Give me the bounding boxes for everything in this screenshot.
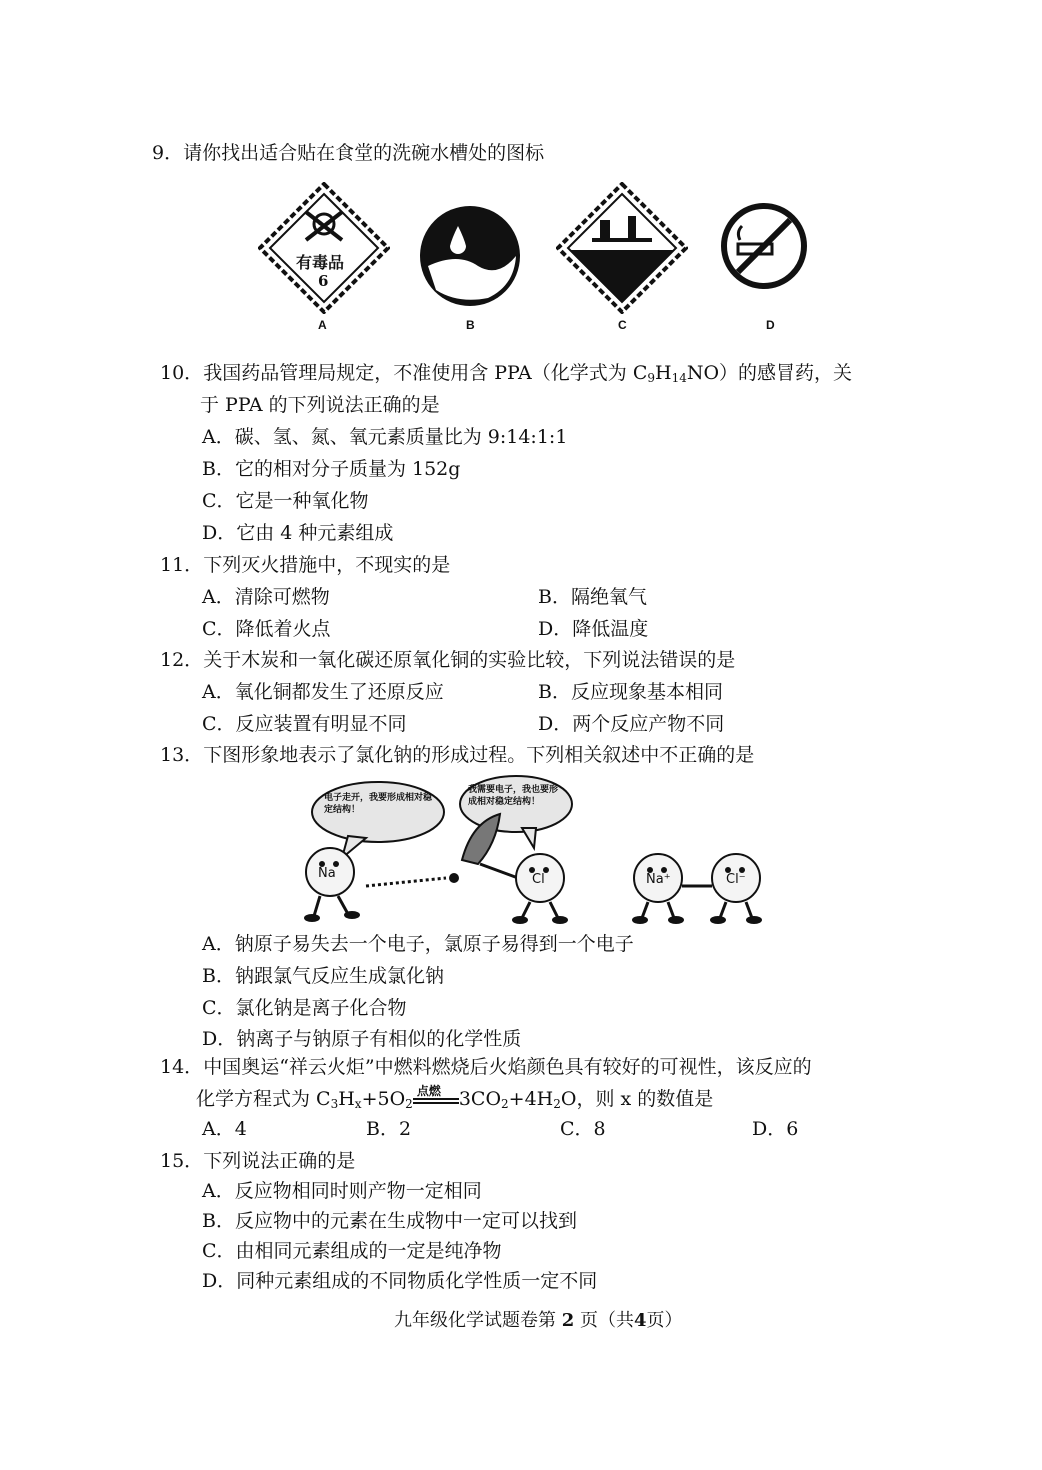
q11-option-b: B．隔绝氧气 <box>538 586 647 608</box>
q15-number: 15． <box>160 1150 204 1172</box>
q15-option-d: D．同种元素组成的不同物质化学性质一定不同 <box>202 1270 598 1292</box>
q13-option-a: A．钠原子易失去一个电子，氯原子易得到一个电子 <box>202 933 634 955</box>
q13-text: 下图形象地表示了氯化钠的形成过程。下列相关叙述中不正确的是 <box>203 744 755 766</box>
q15-option-c: C．由相同元素组成的一定是纯净物 <box>202 1240 502 1262</box>
q15-option-a: A．反应物相同时则产物一定相同 <box>202 1180 482 1202</box>
q14-option-b: B．2 <box>366 1118 412 1140</box>
no-smoking-sign <box>720 202 808 290</box>
q12-option-a: A．氧化铜都发生了还原反应 <box>202 681 444 703</box>
poison-sign <box>258 182 390 314</box>
q14-option-c: C．8 <box>560 1118 606 1140</box>
q15-stem <box>160 1148 355 1174</box>
option-label-a: A <box>318 318 327 332</box>
q10-option-a: A．碳、氢、氮、氧元素质量比为 9:14:1:1 <box>202 426 568 448</box>
q14-line2-suffix: O，则 x 的数值是 <box>560 1088 714 1110</box>
q11-number: 11． <box>160 554 204 576</box>
q13-option-d: D．钠离子与钠原子有相似的化学性质 <box>202 1028 522 1050</box>
q12-stem <box>160 647 735 673</box>
q14-reaction-arrow <box>413 1084 459 1110</box>
q12-option-d: D．两个反应产物不同 <box>538 713 725 735</box>
q15-option-b: B．反应物中的元素在生成物中一定可以找到 <box>202 1210 577 1232</box>
footer-suffix: 页） <box>646 1310 683 1331</box>
bubble-cl-text: 我需要电子，我也要形成相对稳定结构！ <box>468 785 559 807</box>
q9-number: 9． <box>152 142 184 164</box>
na-ion-label: Na⁺ <box>646 872 671 887</box>
q9-stem <box>152 140 544 166</box>
footer-total-pages: 4 <box>634 1310 647 1331</box>
q14-line1: 中国奥运“祥云火炬”中燃料燃烧后火焰颜色具有较好的可视性，该反应的 <box>203 1056 812 1078</box>
q12-number: 12． <box>160 649 204 671</box>
q10-sub-9: 9 <box>647 371 655 385</box>
q10-h: H <box>655 362 672 384</box>
footer-mid: 页（共 <box>574 1310 634 1331</box>
q14-c-sub: 3 <box>330 1097 339 1111</box>
q14-equation-line <box>196 1086 713 1117</box>
q11-stem <box>160 552 450 578</box>
q14-co2-sub: 2 <box>501 1097 509 1111</box>
q10-option-d: D．它由 4 种元素组成 <box>202 522 394 544</box>
q13-number: 13． <box>160 744 204 766</box>
q10-sub-14: 14 <box>671 371 687 385</box>
q10-stem-line2: 于 PPA 的下列说法正确的是 <box>200 394 440 416</box>
footer-prefix: 九年级化学试题卷第 <box>394 1310 562 1331</box>
q12-text: 关于木炭和一氧化碳还原氧化铜的实验比较，下列说法错误的是 <box>203 649 736 671</box>
q14-option-d: D．6 <box>752 1118 799 1140</box>
q14-condition: 点燃 <box>416 1084 441 1098</box>
q14-double-line <box>413 1098 459 1104</box>
bubble-na-text: 电子走开，我要形成相对稳定结构！ <box>324 793 433 815</box>
option-label-d: D <box>766 318 775 332</box>
option-label-b: B <box>466 318 475 332</box>
q13-option-c: C．氯化钠是离子化合物 <box>202 997 407 1019</box>
q12-option-c: C．反应装置有明显不同 <box>202 713 407 735</box>
q14-h2o: +4H <box>508 1088 554 1110</box>
q10-line1-suffix: NO）的感冒药，关 <box>686 362 853 384</box>
cl-ion-label: Cl⁻ <box>726 872 746 887</box>
q14-stem-line1 <box>160 1054 812 1080</box>
footer-page-number: 2 <box>561 1310 575 1331</box>
q10-option-c: C．它是一种氧化物 <box>202 490 369 512</box>
q14-line2-prefix: 化学方程式为 C <box>196 1088 331 1110</box>
poison-sign-number: 6 <box>318 272 329 290</box>
q13-stem <box>160 742 754 768</box>
q10-option-b: B．它的相对分子质量为 152g <box>202 458 461 480</box>
q14-o2: +5O <box>361 1088 406 1110</box>
page-footer <box>394 1306 683 1332</box>
q14-number: 14． <box>160 1056 204 1078</box>
q14-co2: 3CO <box>458 1088 502 1110</box>
cl-atom-label: Cl <box>532 872 545 887</box>
q14-o2-sub: 2 <box>405 1097 413 1111</box>
q11-option-c: C．降低着火点 <box>202 618 331 640</box>
q10-number: 10． <box>160 362 204 384</box>
q12-option-b: B．反应现象基本相同 <box>538 681 723 703</box>
water-drop-sign <box>418 204 522 308</box>
corrosive-sign <box>556 182 688 314</box>
q10-line1-prefix: 我国药品管理局规定，不准使用含 PPA（化学式为 C <box>203 362 648 384</box>
q14-h: H <box>338 1088 355 1110</box>
q11-option-a: A．清除可燃物 <box>202 586 330 608</box>
option-label-c: C <box>618 318 627 332</box>
na-atom-label: Na <box>318 866 336 881</box>
q13-option-b: B．钠跟氯气反应生成氯化钠 <box>202 965 444 987</box>
q11-option-d: D．降低温度 <box>538 618 649 640</box>
q10-stem-line1 <box>160 360 852 391</box>
sodium-chloride-figure <box>296 774 776 926</box>
q9-text: 请你找出适合贴在食堂的洗碗水槽处的图标 <box>183 142 545 164</box>
poison-sign-text: 有毒品 <box>296 253 345 272</box>
q11-text: 下列灭火措施中，不现实的是 <box>203 554 451 576</box>
q15-text: 下列说法正确的是 <box>203 1150 356 1172</box>
q14-h-sub: x <box>354 1097 362 1111</box>
q14-h2o-sub: 2 <box>553 1097 561 1111</box>
q14-option-a: A．4 <box>202 1118 247 1140</box>
